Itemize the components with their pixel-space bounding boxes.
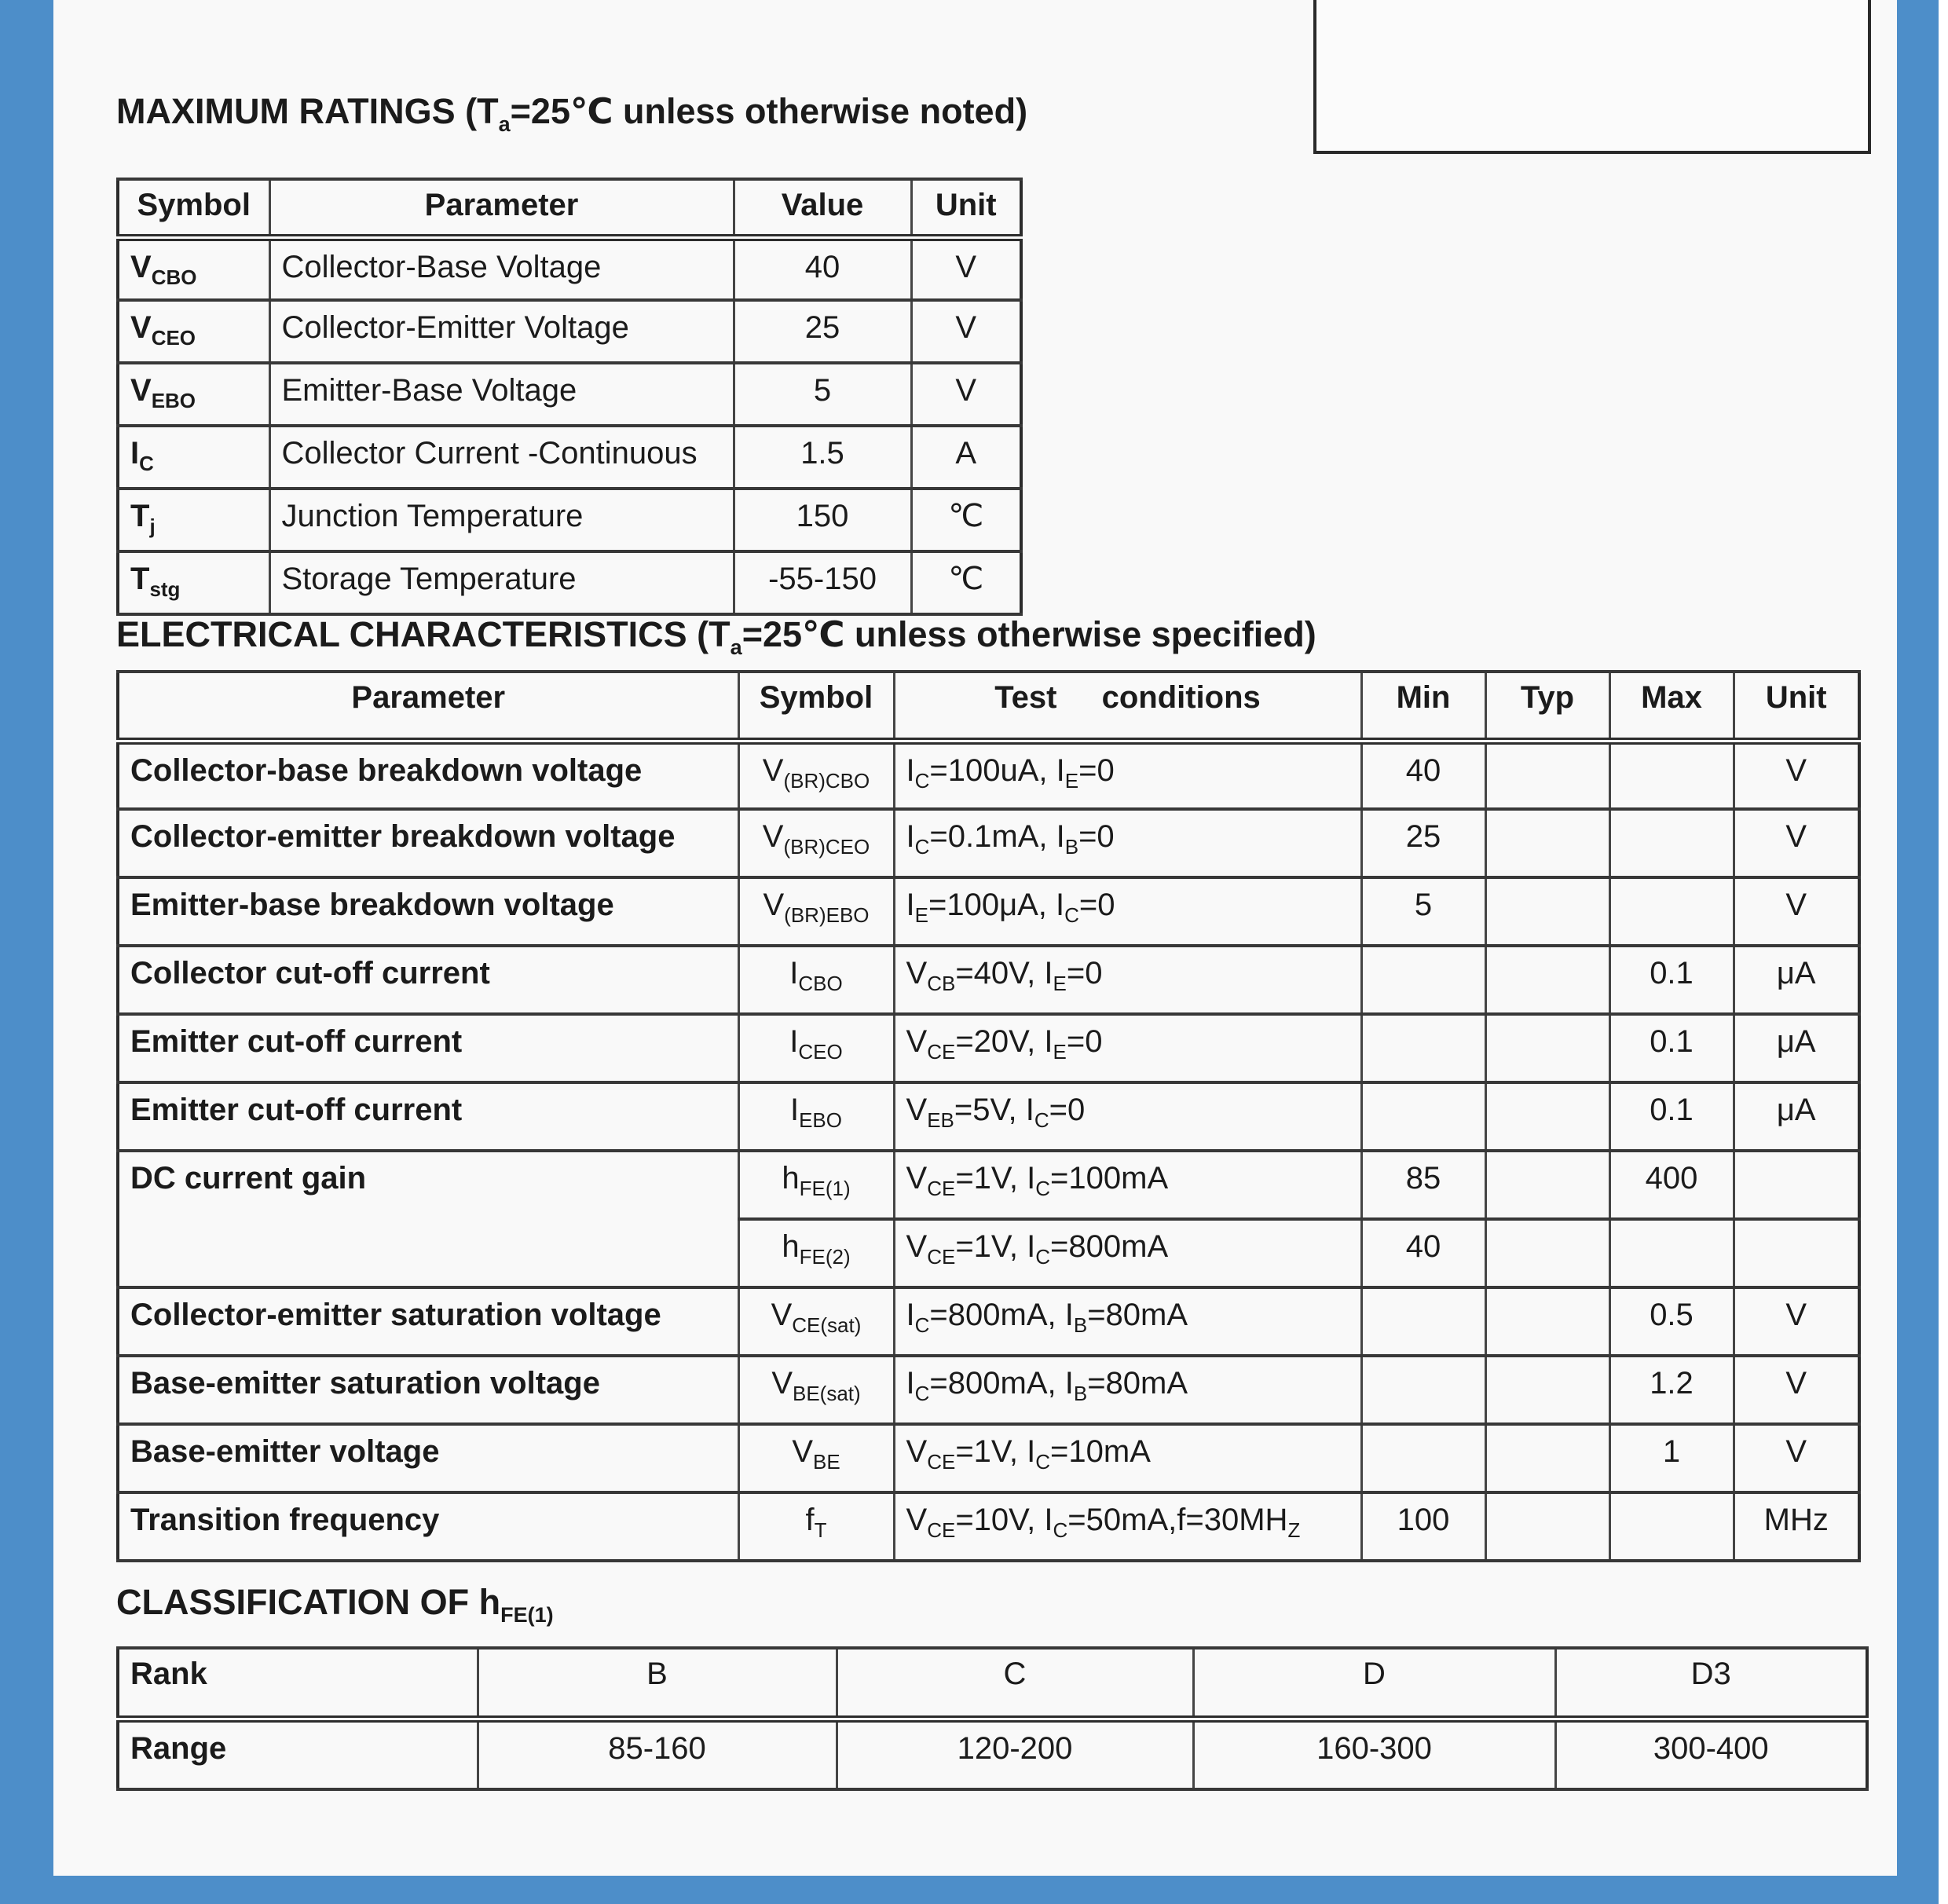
unit-cell: V — [1734, 809, 1859, 877]
table-row — [118, 1492, 1859, 1561]
table-row — [118, 551, 1021, 614]
unit-cell: V — [1734, 1356, 1859, 1424]
col-header-unit: Unit — [911, 179, 1021, 237]
conditions-cell: $V_{EB}=5V$, $I_C=0$ — [894, 1082, 1361, 1151]
typ-cell — [1485, 1287, 1609, 1356]
range-cell: 120-200 — [837, 1719, 1193, 1789]
parameter-cell: Collector Current -Continuous — [269, 426, 734, 489]
table-row — [118, 1151, 1859, 1219]
max-cell — [1609, 1492, 1734, 1561]
symbol-cell: $I_{EBO}$ — [738, 1082, 894, 1151]
symbol-cell: $V_{(BR)CEO}$ — [738, 809, 894, 877]
typ-cell — [1485, 1219, 1609, 1287]
parameter-cell: Collector cut-off current — [118, 946, 738, 1014]
symbol-cell: $I_C$ — [118, 426, 269, 489]
col-header-symbol: Symbol — [118, 179, 269, 237]
table-row — [118, 877, 1859, 946]
min-cell: 40 — [1361, 1219, 1485, 1287]
max-cell — [1609, 809, 1734, 877]
unit-cell: V — [1734, 877, 1859, 946]
table-row — [118, 946, 1859, 1014]
symbol-cell: $V_{BE}$ — [738, 1424, 894, 1492]
parameter-cell: Base-emitter saturation voltage — [118, 1356, 738, 1424]
table-row — [118, 1424, 1859, 1492]
unit-cell: μA — [1734, 1014, 1859, 1082]
parameter-cell: Collector-base breakdown voltage — [118, 741, 738, 809]
conditions-cell: $I_C=100uA$, $I_E=0$ — [894, 741, 1361, 809]
col-header-min: Min — [1361, 672, 1485, 741]
typ-cell — [1485, 809, 1609, 877]
conditions-cell: $I_C=0.1mA$, $I_B=0$ — [894, 809, 1361, 877]
col-header-test-conditions: Test conditions — [894, 672, 1361, 741]
col-header-parameter: Parameter — [118, 672, 738, 741]
max-cell: 0.5 — [1609, 1287, 1734, 1356]
range-cell: 85-160 — [478, 1719, 837, 1789]
min-cell — [1361, 1082, 1485, 1151]
typ-cell — [1485, 946, 1609, 1014]
rank-cell: C — [837, 1648, 1193, 1719]
unit-cell — [1734, 1151, 1859, 1219]
parameter-cell: Collector-Base Voltage — [269, 237, 734, 300]
parameter-cell: Collector-emitter breakdown voltage — [118, 809, 738, 877]
table-row — [118, 489, 1021, 551]
typ-cell — [1485, 877, 1609, 946]
table-row — [118, 300, 1021, 363]
classification-heading: CLASSIFICATION OF $h_{FE(1)}$ — [116, 1582, 554, 1627]
max-cell — [1609, 741, 1734, 809]
table-header-row — [118, 672, 1859, 741]
unit-cell: ℃ — [911, 489, 1021, 551]
max-ratings-heading: MAXIMUM RATINGS ($T_a=25℃$ unless otherwise noted) — [116, 91, 1028, 136]
rank-cell: B — [478, 1648, 837, 1719]
unit-cell — [1734, 1219, 1859, 1287]
rank-label-cell: Rank — [118, 1648, 478, 1719]
unit-cell: V — [1734, 741, 1859, 809]
col-header-typ: Typ — [1485, 672, 1609, 741]
symbol-cell: $V_{CBO}$ — [118, 237, 269, 300]
max-cell: 1 — [1609, 1424, 1734, 1492]
parameter-cell: Storage Temperature — [269, 551, 734, 614]
unit-cell: V — [1734, 1424, 1859, 1492]
parameter-cell: Emitter-Base Voltage — [269, 363, 734, 426]
value-cell: 1.5 — [734, 426, 911, 489]
parameter-cell: Collector-Emitter Voltage — [269, 300, 734, 363]
symbol-cell: $V_{EBO}$ — [118, 363, 269, 426]
symbol-cell: $T_j$ — [118, 489, 269, 551]
min-cell — [1361, 1287, 1485, 1356]
min-cell: 5 — [1361, 877, 1485, 946]
conditions-cell: $V_{CE}=1V$, $I_C=800mA$ — [894, 1219, 1361, 1287]
table-row — [118, 809, 1859, 877]
col-header-parameter: Parameter — [269, 179, 734, 237]
range-label-cell: Range — [118, 1719, 478, 1789]
conditions-cell: $V_{CE}=10V$, $I_C=50mA,f=30MH_Z$ — [894, 1492, 1361, 1561]
table-header-row — [118, 1648, 1867, 1719]
symbol-cell: $V_{(BR)CBO}$ — [738, 741, 894, 809]
typ-cell — [1485, 1492, 1609, 1561]
parameter-cell: Collector-emitter saturation voltage — [118, 1287, 738, 1356]
col-header-unit: Unit — [1734, 672, 1859, 741]
parameter-cell: Base-emitter voltage — [118, 1424, 738, 1492]
min-cell: 40 — [1361, 741, 1485, 809]
rank-cell: D3 — [1555, 1648, 1867, 1719]
value-cell: 40 — [734, 237, 911, 300]
table-row — [118, 426, 1021, 489]
value-cell: 5 — [734, 363, 911, 426]
unit-cell: V — [911, 363, 1021, 426]
col-header-symbol: Symbol — [738, 672, 894, 741]
value-cell: -55-150 — [734, 551, 911, 614]
conditions-cell: $I_C=800mA$, $I_B=80mA$ — [894, 1287, 1361, 1356]
conditions-cell: $V_{CE}=1V$, $I_C=10mA$ — [894, 1424, 1361, 1492]
electrical-characteristics-table — [116, 670, 1861, 1562]
value-cell: 150 — [734, 489, 911, 551]
min-cell — [1361, 1014, 1485, 1082]
max-ratings-table — [116, 178, 1023, 616]
table-row — [118, 1287, 1859, 1356]
col-header-max: Max — [1609, 672, 1734, 741]
unit-cell: μA — [1734, 946, 1859, 1014]
typ-cell — [1485, 1356, 1609, 1424]
min-cell — [1361, 1356, 1485, 1424]
max-cell — [1609, 1219, 1734, 1287]
min-cell: 100 — [1361, 1492, 1485, 1561]
package-outline-box — [1313, 0, 1871, 154]
table-row — [118, 741, 1859, 809]
range-cell: 160-300 — [1193, 1719, 1555, 1789]
symbol-cell: $h_{FE(1)}$ — [738, 1151, 894, 1219]
parameter-cell: Emitter cut-off current — [118, 1014, 738, 1082]
parameter-cell: Emitter cut-off current — [118, 1082, 738, 1151]
symbol-cell: $h_{FE(2)}$ — [738, 1219, 894, 1287]
max-cell: 0.1 — [1609, 1014, 1734, 1082]
min-cell: 85 — [1361, 1151, 1485, 1219]
max-cell: 400 — [1609, 1151, 1734, 1219]
unit-cell: A — [911, 426, 1021, 489]
conditions-cell: $I_E=100\mu A$, $I_C=0$ — [894, 877, 1361, 946]
typ-cell — [1485, 1014, 1609, 1082]
value-cell: 25 — [734, 300, 911, 363]
symbol-cell: $I_{CEO}$ — [738, 1014, 894, 1082]
conditions-cell: $V_{CB}=40V$, $I_E=0$ — [894, 946, 1361, 1014]
parameter-cell: Emitter-base breakdown voltage — [118, 877, 738, 946]
typ-cell — [1485, 1082, 1609, 1151]
min-cell — [1361, 1424, 1485, 1492]
max-cell: 0.1 — [1609, 1082, 1734, 1151]
conditions-cell: $V_{CE}=1V$, $I_C=100mA$ — [894, 1151, 1361, 1219]
rank-cell: D — [1193, 1648, 1555, 1719]
typ-cell — [1485, 741, 1609, 809]
table-row — [118, 1014, 1859, 1082]
col-header-value: Value — [734, 179, 911, 237]
max-cell — [1609, 877, 1734, 946]
table-header-row — [118, 179, 1021, 237]
unit-cell: V — [1734, 1287, 1859, 1356]
typ-cell — [1485, 1424, 1609, 1492]
parameter-cell: Junction Temperature — [269, 489, 734, 551]
max-cell: 1.2 — [1609, 1356, 1734, 1424]
unit-cell: V — [911, 300, 1021, 363]
table-row — [118, 1356, 1859, 1424]
unit-cell: ℃ — [911, 551, 1021, 614]
parameter-cell: DC current gain — [118, 1151, 738, 1287]
hfe-classification-table — [116, 1646, 1869, 1791]
conditions-cell: $I_C=800mA$, $I_B=80mA$ — [894, 1356, 1361, 1424]
symbol-cell: $T_{stg}$ — [118, 551, 269, 614]
symbol-cell: $I_{CBO}$ — [738, 946, 894, 1014]
symbol-cell: $f_T$ — [738, 1492, 894, 1561]
symbol-cell: $V_{CE(sat)}$ — [738, 1287, 894, 1356]
table-row — [118, 1082, 1859, 1151]
min-cell: 25 — [1361, 809, 1485, 877]
table-row — [118, 363, 1021, 426]
max-cell: 0.1 — [1609, 946, 1734, 1014]
parameter-cell: Transition frequency — [118, 1492, 738, 1561]
unit-cell: μA — [1734, 1082, 1859, 1151]
symbol-cell: $V_{CEO}$ — [118, 300, 269, 363]
unit-cell: MHz — [1734, 1492, 1859, 1561]
table-row — [118, 237, 1021, 300]
conditions-cell: $V_{CE}=20V$, $I_E=0$ — [894, 1014, 1361, 1082]
electrical-characteristics-heading: ELECTRICAL CHARACTERISTICS ($T_a=25℃$ unless otherwise specified) — [116, 614, 1316, 659]
table-row — [118, 1719, 1867, 1789]
typ-cell — [1485, 1151, 1609, 1219]
range-cell: 300-400 — [1555, 1719, 1867, 1789]
symbol-cell: $V_{(BR)EBO}$ — [738, 877, 894, 946]
min-cell — [1361, 946, 1485, 1014]
unit-cell: V — [911, 237, 1021, 300]
symbol-cell: $V_{BE(sat)}$ — [738, 1356, 894, 1424]
